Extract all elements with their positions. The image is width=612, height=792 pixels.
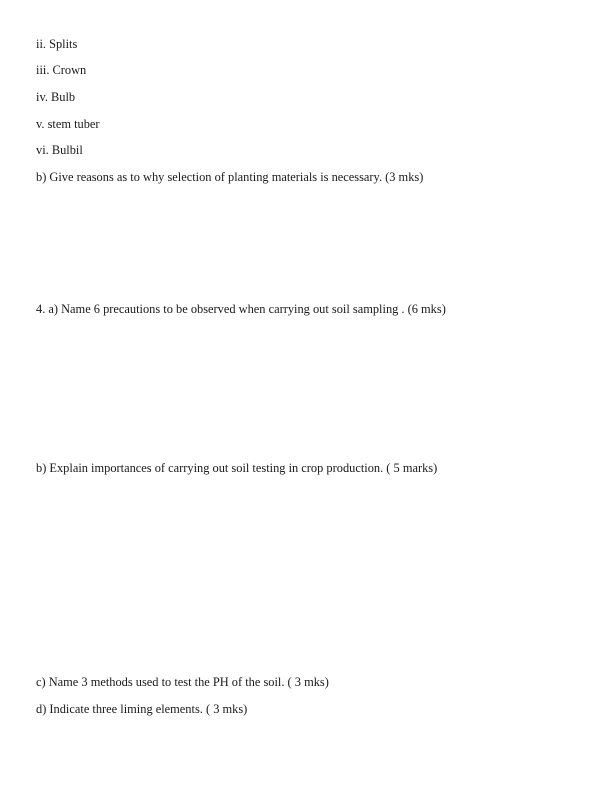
list-item-crown: iii. Crown — [36, 63, 87, 77]
question-4a: 4. a) Name 6 precautions to be observed when carrying out soil sampling . (6 mks) — [36, 302, 446, 316]
list-item-bulb: iv. Bulb — [36, 90, 76, 104]
question-4d: d) Indicate three liming elements. ( 3 mks) — [36, 702, 248, 716]
question-4b: b) Explain importances of carrying out soil testing in crop production. ( 5 marks) — [36, 461, 438, 475]
list-item-stem-tuber: v. stem tuber — [36, 117, 100, 131]
question-3b: b) Give reasons as to why selection of planting materials is necessary. (3 mks) — [36, 170, 424, 184]
question-4c: c) Name 3 methods used to test the PH of the soil. ( 3 mks) — [36, 675, 329, 689]
list-item-splits: ii. Splits — [36, 37, 78, 51]
list-item-bulbil: vi. Bulbil — [36, 143, 83, 157]
